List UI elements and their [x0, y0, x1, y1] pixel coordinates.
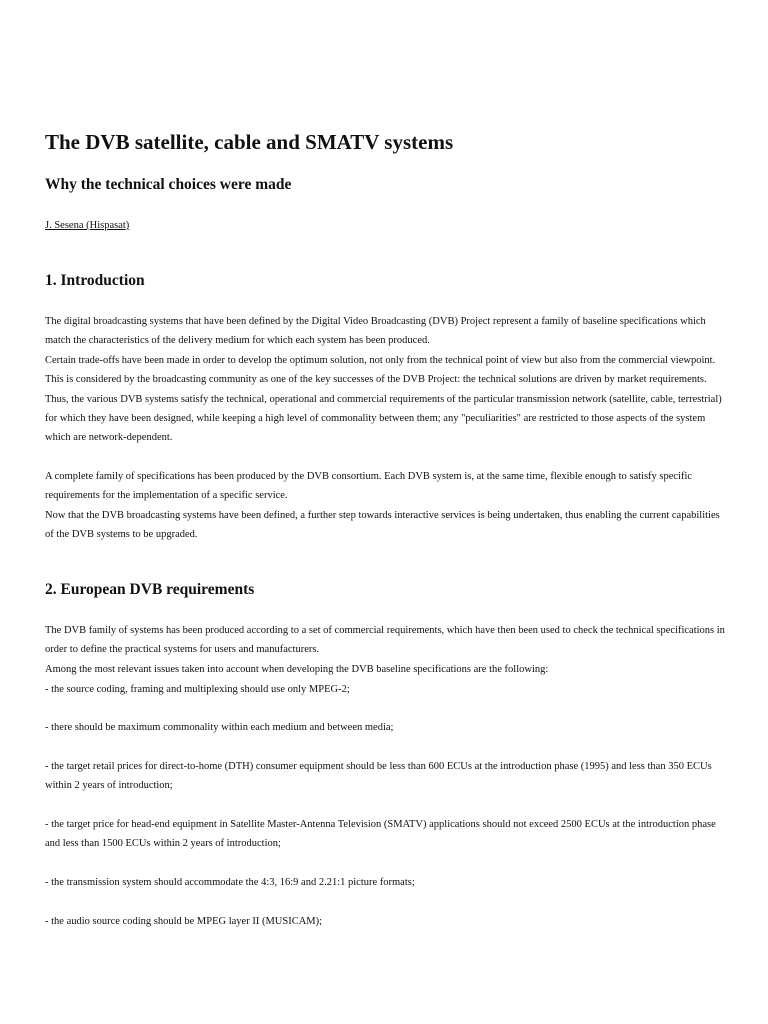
author-byline: J. Sesena (Hispasat)	[45, 220, 130, 231]
section-heading-introduction: 1. Introduction	[45, 272, 145, 289]
paragraph-text: The digital broadcasting systems that have been defined by the Digital Video Broadcasting (DVB) Project represent a family of baseline specifications which match the characteristics of the delivery medium for which each system has been produced.	[45, 316, 706, 347]
paragraph-text: Now that the DVB broadcasting systems have been defined, a further step towards interactive services is being undertaken, thus enabling the current capabilities of the DVB systems to be upgraded.	[45, 509, 720, 541]
requirement-item: - the target retail prices for direct-to-home (DTH) consumer equipment should be less than 600 ECUs at the introduction phase (1995) and less than 350 ECUs within 2 years of introduction;	[45, 761, 712, 792]
paragraph-text: Among the most relevant issues taken into account when developing the DVB baseline specifications are the following:	[45, 663, 549, 675]
requirements-intro-paragraph	[45, 621, 725, 679]
document-title: The DVB satellite, cable and SMATV systems	[45, 130, 454, 154]
introduction-paragraph-2	[45, 467, 725, 545]
document-subtitle: Why the technical choices were made	[45, 176, 292, 193]
requirement-item: - the target price for head-end equipment in Satellite Master-Antenna Television (SMATV) applications should not exceed 2500 ECUs at the introduction phase and less than 1500 ECUs within 2 years of introduction;	[45, 819, 716, 850]
requirement-item: - the source coding, framing and multiplexing should use only MPEG-2;	[45, 684, 350, 695]
paragraph-text: The DVB family of systems has been produced according to a set of commercial requirements, which have then been used to check the technical specifications in order to define the practical systems for users and manufacturers.	[45, 625, 725, 656]
paragraph-text: A complete family of specifications has been produced by the DVB consortium. Each DVB system is, at the same time, flexible enough to satisfy specific requirements for the implementation of a specific service.	[45, 471, 693, 502]
requirement-item: - the transmission system should accommodate the 4:3, 16:9 and 2.21:1 picture formats;	[45, 877, 415, 888]
section-heading-requirements: 2. European DVB requirements	[45, 581, 255, 598]
paragraph-text: Certain trade-offs have been made in order to develop the optimum solution, not only from the technical point of view but also from the commercial viewpoint. This is considered by the broadcasting community as one of the key successes of the DVB Project: the technical solutions are driven by market requirements. Thus, the various DVB systems satisfy the technical, operational and commercial requirements of the particular transmission network (satellite, cable, terrestrial) for which they have been designed, while keeping a high level of commonality between them; any "peculiarities" are restricted to those aspects of the system which are network-dependent.	[45, 354, 722, 444]
requirement-item: - there should be maximum commonality within each medium and between media;	[45, 722, 394, 733]
introduction-paragraph-1	[45, 312, 725, 448]
requirement-item: - the audio source coding should be MPEG layer II (MUSICAM);	[45, 916, 323, 927]
